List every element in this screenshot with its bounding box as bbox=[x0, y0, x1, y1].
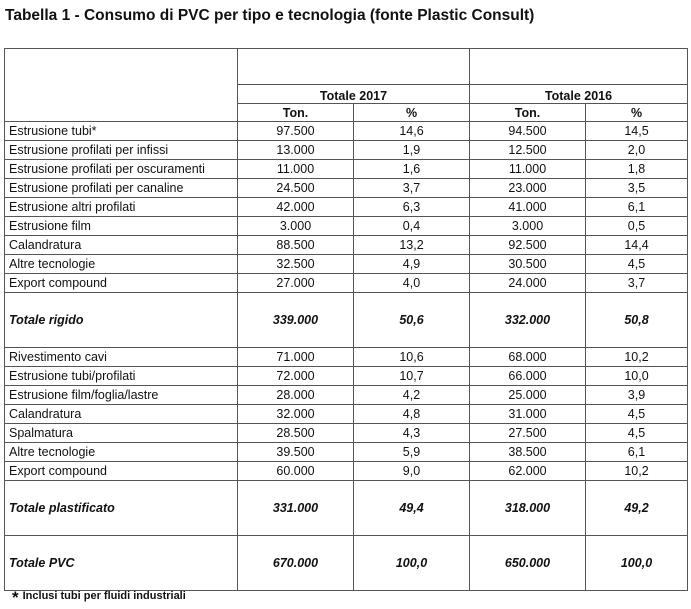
percent-2017-cell: 0,4 bbox=[354, 217, 470, 236]
tons-2016-cell: 66.000 bbox=[470, 367, 586, 386]
tons-2017-cell: 28.500 bbox=[238, 424, 354, 443]
footnote bbox=[12, 584, 186, 607]
row-label: Estrusione film bbox=[5, 217, 238, 236]
percent-2017-cell: 4,9 bbox=[354, 255, 470, 274]
table-row bbox=[5, 255, 688, 274]
percent-2016-cell: 3,5 bbox=[586, 179, 688, 198]
pvc-consumption-table bbox=[4, 48, 688, 591]
tons-2016-cell: 11.000 bbox=[470, 160, 586, 179]
table-row bbox=[5, 405, 688, 424]
row-label: Altre tecnologie bbox=[5, 255, 238, 274]
row-label: Estrusione tubi/profilati bbox=[5, 367, 238, 386]
table-row bbox=[5, 179, 688, 198]
table-row bbox=[5, 274, 688, 293]
tons-2017-cell: 32.000 bbox=[238, 405, 354, 424]
table-row bbox=[5, 198, 688, 217]
tons-2017-cell: 32.500 bbox=[238, 255, 354, 274]
percent-2016-cell: 1,8 bbox=[586, 160, 688, 179]
unit-header-pct-2016: % bbox=[586, 104, 688, 122]
tons-2017-cell: 71.000 bbox=[238, 348, 354, 367]
table-row bbox=[5, 236, 688, 255]
percent-2017-cell: 14,6 bbox=[354, 122, 470, 141]
tons-2017-cell: 97.500 bbox=[238, 122, 354, 141]
percent-2017-cell: 4,8 bbox=[354, 405, 470, 424]
percent-2017-cell: 1,9 bbox=[354, 141, 470, 160]
row-label: Calandratura bbox=[5, 405, 238, 424]
percent-2017-cell: 6,3 bbox=[354, 198, 470, 217]
percent-2016-cell: 4,5 bbox=[586, 424, 688, 443]
percent-2016-cell: 10,2 bbox=[586, 462, 688, 481]
row-label: Totale PVC bbox=[5, 536, 238, 591]
table-row bbox=[5, 462, 688, 481]
tons-2017-cell: 331.000 bbox=[238, 481, 354, 536]
row-label: Rivestimento cavi bbox=[5, 348, 238, 367]
tons-2017-cell: 72.000 bbox=[238, 367, 354, 386]
percent-2016-cell: 6,1 bbox=[586, 443, 688, 462]
percent-2017-cell: 10,7 bbox=[354, 367, 470, 386]
row-label: Estrusione profilati per infissi bbox=[5, 141, 238, 160]
percent-2017-cell: 13,2 bbox=[354, 236, 470, 255]
tons-2016-cell: 12.500 bbox=[470, 141, 586, 160]
tons-2016-cell: 24.000 bbox=[470, 274, 586, 293]
tons-2017-cell: 13.000 bbox=[238, 141, 354, 160]
unit-header-ton-2016: Ton. bbox=[470, 104, 586, 122]
row-label: Export compound bbox=[5, 274, 238, 293]
percent-2016-cell: 4,5 bbox=[586, 255, 688, 274]
percent-2016-cell: 0,5 bbox=[586, 217, 688, 236]
total-row bbox=[5, 536, 688, 591]
percent-2016-cell: 50,8 bbox=[586, 293, 688, 348]
tons-2017-cell: 670.000 bbox=[238, 536, 354, 591]
percent-2017-cell: 50,6 bbox=[354, 293, 470, 348]
group-header-2017: Totale 2017 bbox=[238, 85, 470, 104]
percent-2016-cell: 14,5 bbox=[586, 122, 688, 141]
table-row bbox=[5, 386, 688, 405]
header-spacer-row bbox=[5, 49, 688, 85]
tons-2017-cell: 3.000 bbox=[238, 217, 354, 236]
row-label: Estrusione profilati per oscuramenti bbox=[5, 160, 238, 179]
header-unit-row bbox=[5, 104, 688, 122]
tons-2016-cell: 23.000 bbox=[470, 179, 586, 198]
percent-2017-cell: 3,7 bbox=[354, 179, 470, 198]
tons-2016-cell: 92.500 bbox=[470, 236, 586, 255]
row-label: Totale rigido bbox=[5, 293, 238, 348]
tons-2016-cell: 31.000 bbox=[470, 405, 586, 424]
table-row bbox=[5, 367, 688, 386]
percent-2017-cell: 5,9 bbox=[354, 443, 470, 462]
percent-2017-cell: 1,6 bbox=[354, 160, 470, 179]
tons-2016-cell: 38.500 bbox=[470, 443, 586, 462]
percent-2016-cell: 10,0 bbox=[586, 367, 688, 386]
row-label: Estrusione tubi* bbox=[5, 122, 238, 141]
percent-2017-cell: 4,2 bbox=[354, 386, 470, 405]
percent-2016-cell: 10,2 bbox=[586, 348, 688, 367]
percent-2016-cell: 14,4 bbox=[586, 236, 688, 255]
percent-2017-cell: 10,6 bbox=[354, 348, 470, 367]
header-group-row bbox=[5, 85, 688, 104]
percent-2017-cell: 49,4 bbox=[354, 481, 470, 536]
percent-2016-cell: 100,0 bbox=[586, 536, 688, 591]
tons-2017-cell: 11.000 bbox=[238, 160, 354, 179]
percent-2017-cell: 9,0 bbox=[354, 462, 470, 481]
tons-2017-cell: 60.000 bbox=[238, 462, 354, 481]
tons-2017-cell: 42.000 bbox=[238, 198, 354, 217]
row-label: Totale plastificato bbox=[5, 481, 238, 536]
group-header-2016: Totale 2016 bbox=[470, 85, 688, 104]
table-row bbox=[5, 217, 688, 236]
percent-2017-cell: 4,3 bbox=[354, 424, 470, 443]
tons-2017-cell: 88.500 bbox=[238, 236, 354, 255]
table-title: Tabella 1 - Consumo di PVC per tipo e tecnologia (fonte Plastic Consult) bbox=[5, 7, 535, 24]
tons-2016-cell: 25.000 bbox=[470, 386, 586, 405]
tons-2017-cell: 28.000 bbox=[238, 386, 354, 405]
row-label: Spalmatura bbox=[5, 424, 238, 443]
table-row bbox=[5, 424, 688, 443]
total-row bbox=[5, 293, 688, 348]
row-label: Estrusione profilati per canaline bbox=[5, 179, 238, 198]
table-row bbox=[5, 348, 688, 367]
footnote-marker: * bbox=[12, 588, 19, 607]
table-row bbox=[5, 122, 688, 141]
row-label: Calandratura bbox=[5, 236, 238, 255]
tons-2016-cell: 62.000 bbox=[470, 462, 586, 481]
tons-2017-cell: 24.500 bbox=[238, 179, 354, 198]
row-label: Estrusione altri profilati bbox=[5, 198, 238, 217]
unit-header-ton-2017: Ton. bbox=[238, 104, 354, 122]
percent-2016-cell: 4,5 bbox=[586, 405, 688, 424]
row-label: Altre tecnologie bbox=[5, 443, 238, 462]
tons-2016-cell: 68.000 bbox=[470, 348, 586, 367]
percent-2016-cell: 3,9 bbox=[586, 386, 688, 405]
tons-2016-cell: 650.000 bbox=[470, 536, 586, 591]
tons-2016-cell: 332.000 bbox=[470, 293, 586, 348]
tons-2016-cell: 3.000 bbox=[470, 217, 586, 236]
tons-2016-cell: 30.500 bbox=[470, 255, 586, 274]
tons-2016-cell: 94.500 bbox=[470, 122, 586, 141]
percent-2016-cell: 6,1 bbox=[586, 198, 688, 217]
table-row bbox=[5, 443, 688, 462]
percent-2017-cell: 100,0 bbox=[354, 536, 470, 591]
row-label: Export compound bbox=[5, 462, 238, 481]
total-row bbox=[5, 481, 688, 536]
tons-2016-cell: 27.500 bbox=[470, 424, 586, 443]
tons-2017-cell: 339.000 bbox=[238, 293, 354, 348]
table-row bbox=[5, 141, 688, 160]
table-row bbox=[5, 160, 688, 179]
tons-2016-cell: 41.000 bbox=[470, 198, 586, 217]
unit-header-pct-2017: % bbox=[354, 104, 470, 122]
tons-2016-cell: 318.000 bbox=[470, 481, 586, 536]
footnote-text: Inclusi tubi per fluidi industriali bbox=[22, 590, 186, 602]
percent-2016-cell: 2,0 bbox=[586, 141, 688, 160]
row-label: Estrusione film/foglia/lastre bbox=[5, 386, 238, 405]
percent-2017-cell: 4,0 bbox=[354, 274, 470, 293]
tons-2017-cell: 39.500 bbox=[238, 443, 354, 462]
percent-2016-cell: 49,2 bbox=[586, 481, 688, 536]
tons-2017-cell: 27.000 bbox=[238, 274, 354, 293]
percent-2016-cell: 3,7 bbox=[586, 274, 688, 293]
